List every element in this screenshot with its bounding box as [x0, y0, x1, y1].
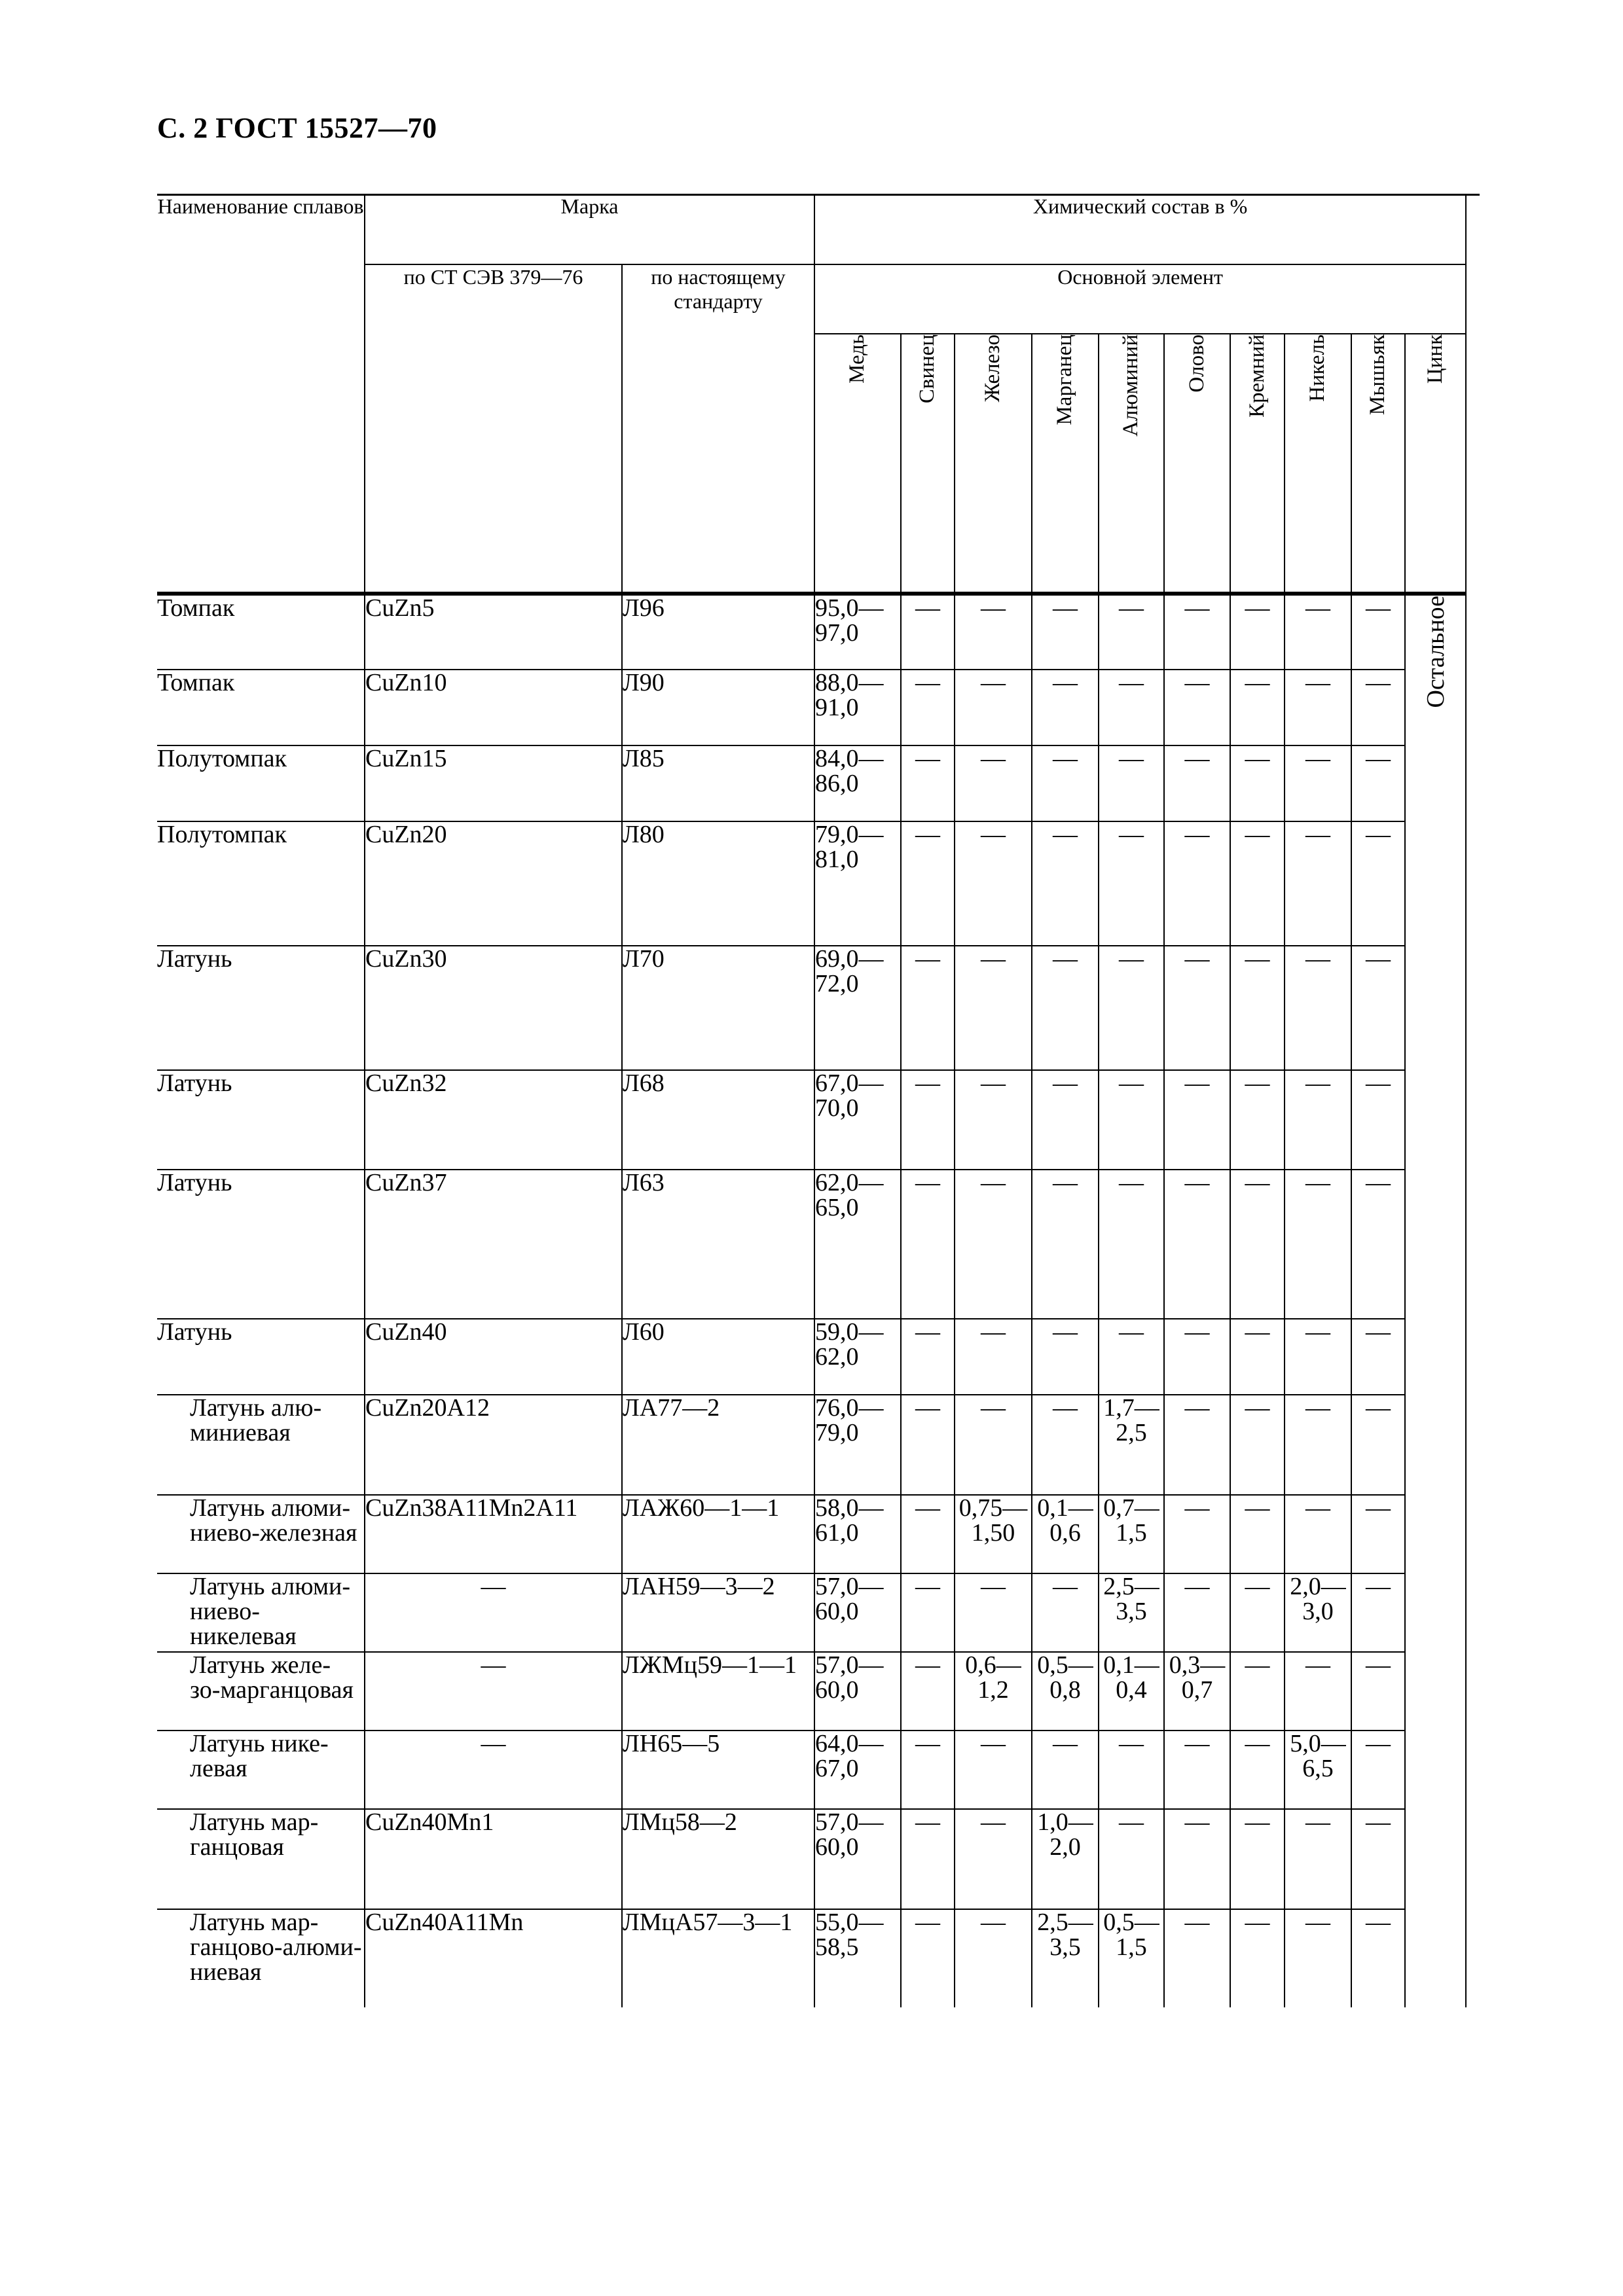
copper-value [814, 1909, 901, 2007]
copper-value-line: 62,0 [815, 1343, 859, 1371]
header-element-label: Железо [981, 334, 1005, 403]
table-body [157, 594, 1466, 2007]
alloy-name-line: Латунь нике- [190, 1730, 329, 1757]
element-value-al [1099, 1909, 1164, 2007]
alloy-name-line: миниевая [190, 1419, 291, 1446]
element-value-as: — [1351, 1170, 1405, 1319]
brand-sev: — [365, 1652, 622, 1731]
element-value-pb: — [901, 1070, 955, 1170]
element-value-mn: — [1032, 1573, 1099, 1652]
element-value-sn-line: 0,7 [1181, 1676, 1213, 1704]
element-value-si: — [1230, 745, 1285, 821]
page-header: С. 2 ГОСТ 15527—70 [157, 112, 437, 144]
brand-standard: Л63 [622, 1170, 814, 1319]
element-value-ni: — [1285, 1652, 1351, 1731]
element-value-ni-line: 3,0 [1302, 1598, 1334, 1625]
brand-standard: ЛА77—2 [622, 1395, 814, 1495]
element-value-si: — [1230, 1731, 1285, 1809]
element-value-fe-line: 0,6— [965, 1651, 1021, 1679]
element-value-sn: — [1164, 1319, 1230, 1395]
element-value-ni: — [1285, 1909, 1351, 2007]
header-element-label: Свинец [915, 334, 939, 404]
alloy-name-line: Латунь алюми- [190, 1494, 351, 1522]
element-value-fe: — [955, 821, 1032, 946]
copper-value-line: 67,0— [815, 1069, 884, 1097]
alloy-name: Томпак [157, 670, 365, 745]
element-value-ni [1285, 1731, 1351, 1809]
copper-value-line: 72,0 [815, 970, 859, 997]
copper-value-line: 57,0— [815, 1808, 884, 1836]
table-row [157, 1170, 1466, 1319]
copper-value [814, 745, 901, 821]
element-value-mn-line: 0,6 [1049, 1519, 1081, 1547]
element-value-al: — [1099, 946, 1164, 1070]
element-value-al: — [1099, 1731, 1164, 1809]
table-row [157, 1731, 1466, 1809]
copper-value-line: 79,0 [815, 1419, 859, 1446]
element-value-pb: — [901, 1395, 955, 1495]
brand-standard: Л96 [622, 594, 814, 670]
element-value-as: — [1351, 1731, 1405, 1809]
table-row [157, 1395, 1466, 1495]
header-element-copper [814, 334, 901, 594]
element-value-pb: — [901, 1909, 955, 2007]
element-value-fe: — [955, 1070, 1032, 1170]
element-value-as: — [1351, 1652, 1405, 1731]
header-element-label: Олово [1184, 334, 1209, 393]
element-value-mn [1032, 1652, 1099, 1731]
alloy-name-line: ниево-никелевая [190, 1598, 297, 1650]
alloy-name [157, 1495, 365, 1573]
table-row [157, 745, 1466, 821]
table-row [157, 1909, 1466, 2007]
copper-value-line: 70,0 [815, 1094, 859, 1122]
brand-standard: ЛМцА57—3—1 [622, 1909, 814, 2007]
element-value-al-line: 0,4 [1116, 1676, 1147, 1704]
element-value-mn-line: 2,0 [1049, 1833, 1081, 1861]
element-value-fe: — [955, 1573, 1032, 1652]
element-value-si: — [1230, 821, 1285, 946]
zinc-value [1405, 594, 1466, 2007]
element-value-ni: — [1285, 1070, 1351, 1170]
element-value-si: — [1230, 1319, 1285, 1395]
element-value-as: — [1351, 1909, 1405, 2007]
element-value-pb: — [901, 745, 955, 821]
element-value-mn [1032, 1909, 1099, 2007]
header-element-label: Кремний [1245, 334, 1269, 418]
element-value-pb: — [901, 1495, 955, 1573]
element-value-al [1099, 1495, 1164, 1573]
element-value-mn: — [1032, 670, 1099, 745]
element-value-al: — [1099, 1809, 1164, 1909]
element-value-sn: — [1164, 670, 1230, 745]
element-value-al: — [1099, 745, 1164, 821]
element-value-fe-line: 1,50 [971, 1519, 1015, 1547]
element-value-as: — [1351, 1395, 1405, 1495]
element-value-fe: — [955, 670, 1032, 745]
element-value-ni: — [1285, 946, 1351, 1070]
element-value-mn-line: 3,5 [1049, 1933, 1081, 1961]
element-value-al-line: 1,5 [1116, 1933, 1147, 1961]
element-value-si: — [1230, 1170, 1285, 1319]
header-element-iron [955, 334, 1032, 594]
table-row [157, 1652, 1466, 1731]
alloy-name-line: зо-марганцовая [190, 1676, 354, 1704]
header-element-label: Алюминий [1119, 334, 1143, 437]
alloy-name-line: Латунь мар- [190, 1808, 319, 1836]
table-row [157, 1070, 1466, 1170]
brand-sev: CuZn40A11Mn [365, 1909, 622, 2007]
copper-value-line: 65,0 [815, 1194, 859, 1221]
element-value-al [1099, 1652, 1164, 1731]
brand-sev: CuZn10 [365, 670, 622, 745]
alloy-name [157, 1809, 365, 1909]
element-value-sn: — [1164, 594, 1230, 670]
alloy-name: Латунь [157, 946, 365, 1070]
brand-sev: CuZn15 [365, 745, 622, 821]
element-value-fe: — [955, 1319, 1032, 1395]
element-value-ni: — [1285, 821, 1351, 946]
header-element-label: Цинк [1423, 334, 1447, 384]
brand-standard: Л70 [622, 946, 814, 1070]
element-value-as: — [1351, 1573, 1405, 1652]
element-value-al: — [1099, 594, 1164, 670]
element-value-mn: — [1032, 1319, 1099, 1395]
element-value-sn: — [1164, 1573, 1230, 1652]
alloy-name-line: левая [190, 1755, 247, 1782]
alloy-name [157, 1731, 365, 1809]
element-value-pb: — [901, 1731, 955, 1809]
element-value-sn: — [1164, 1909, 1230, 2007]
element-value-as: — [1351, 594, 1405, 670]
brand-sev: CuZn40 [365, 1319, 622, 1395]
element-value-sn: — [1164, 1495, 1230, 1573]
element-value-ni: — [1285, 1495, 1351, 1573]
header-element-label: Марганец [1053, 334, 1077, 425]
copper-value-line: 60,0 [815, 1598, 859, 1625]
element-value-si: — [1230, 1495, 1285, 1573]
brand-standard: Л85 [622, 745, 814, 821]
element-value-mn: — [1032, 594, 1099, 670]
element-value-mn: — [1032, 1170, 1099, 1319]
element-value-al: — [1099, 1170, 1164, 1319]
copper-value-line: 76,0— [815, 1394, 884, 1422]
element-value-pb: — [901, 594, 955, 670]
element-value-ni: — [1285, 670, 1351, 745]
alloy-name-line: ганцово-алюми- [190, 1933, 362, 1961]
element-value-ni: — [1285, 1319, 1351, 1395]
brand-standard: Л90 [622, 670, 814, 745]
copper-value [814, 946, 901, 1070]
copper-value [814, 1809, 901, 1909]
header-main-element: Основной элемент [814, 264, 1466, 334]
element-value-al: — [1099, 1070, 1164, 1170]
copper-value-line: 58,0— [815, 1494, 884, 1522]
element-value-pb: — [901, 1573, 955, 1652]
copper-value-line: 57,0— [815, 1651, 884, 1679]
element-value-pb: — [901, 1809, 955, 1909]
element-value-al-line: 0,1— [1103, 1651, 1159, 1679]
element-value-si: — [1230, 1809, 1285, 1909]
alloy-name [157, 1395, 365, 1495]
element-value-as: — [1351, 1809, 1405, 1909]
element-value-pb: — [901, 670, 955, 745]
copper-value-line: 81,0 [815, 846, 859, 873]
copper-value [814, 1070, 901, 1170]
element-value-si: — [1230, 670, 1285, 745]
header-element-lead [901, 334, 955, 594]
alloy-name [157, 1573, 365, 1652]
header-element-label: Никель [1305, 334, 1330, 402]
element-value-fe: — [955, 946, 1032, 1070]
header-brand-standard: по настоящему стандарту [622, 264, 814, 594]
element-value-ni-line: 2,0— [1290, 1573, 1346, 1600]
brand-standard: ЛАН59—3—2 [622, 1573, 814, 1652]
brand-sev: CuZn40Mn1 [365, 1809, 622, 1909]
element-value-al-line: 2,5— [1103, 1573, 1159, 1600]
copper-value-line: 95,0— [815, 594, 884, 622]
brand-sev: CuZn20 [365, 821, 622, 946]
brand-standard: ЛЖМц59—1—1 [622, 1652, 814, 1731]
element-value-mn-line: 0,1— [1037, 1494, 1093, 1522]
element-value-fe: — [955, 1395, 1032, 1495]
brand-sev: CuZn37 [365, 1170, 622, 1319]
header-element-zinc [1405, 334, 1466, 594]
element-value-al: — [1099, 1319, 1164, 1395]
brand-sev: — [365, 1573, 622, 1652]
table-row [157, 594, 1466, 670]
brand-standard: Л80 [622, 821, 814, 946]
element-value-al-line: 2,5 [1116, 1419, 1147, 1446]
table-row [157, 1809, 1466, 1909]
element-value-sn: — [1164, 1731, 1230, 1809]
element-value-si: — [1230, 1395, 1285, 1495]
element-value-as: — [1351, 1070, 1405, 1170]
brand-sev: CuZn32 [365, 1070, 622, 1170]
element-value-sn: — [1164, 1395, 1230, 1495]
brand-standard: ЛМц58—2 [622, 1809, 814, 1909]
element-value-sn-line: 0,3— [1169, 1651, 1226, 1679]
header-element-nickel [1285, 334, 1351, 594]
copper-value-line: 88,0— [815, 669, 884, 696]
element-value-fe-line: 1,2 [977, 1676, 1009, 1704]
element-value-si: — [1230, 1573, 1285, 1652]
alloy-name: Полутомпак [157, 745, 365, 821]
brand-sev: CuZn30 [365, 946, 622, 1070]
element-value-mn: — [1032, 1731, 1099, 1809]
element-value-mn: — [1032, 946, 1099, 1070]
brand-standard: Л68 [622, 1070, 814, 1170]
element-value-fe [955, 1652, 1032, 1731]
alloy-name-line: ниево-железная [190, 1519, 357, 1547]
copper-value-line: 60,0 [815, 1833, 859, 1861]
copper-value [814, 1652, 901, 1731]
element-value-al [1099, 1573, 1164, 1652]
element-value-sn: — [1164, 946, 1230, 1070]
copper-value-line: 59,0— [815, 1318, 884, 1346]
copper-value-line: 86,0 [815, 770, 859, 797]
alloy-name: Латунь [157, 1170, 365, 1319]
copper-value-line: 58,5 [815, 1933, 859, 1961]
table-row [157, 1495, 1466, 1573]
brand-standard: ЛН65—5 [622, 1731, 814, 1809]
copper-value-line: 61,0 [815, 1519, 859, 1547]
element-value-ni: — [1285, 594, 1351, 670]
element-value-pb: — [901, 1652, 955, 1731]
element-value-sn: — [1164, 745, 1230, 821]
table-row [157, 1319, 1466, 1395]
table-row [157, 946, 1466, 1070]
element-value-al-line: 0,5— [1103, 1909, 1159, 1936]
brand-sev: CuZn38A11Mn2A11 [365, 1495, 622, 1573]
header-element-tin [1164, 334, 1230, 594]
element-value-al-line: 3,5 [1116, 1598, 1147, 1625]
element-value-fe: — [955, 1809, 1032, 1909]
alloy-name-line: Латунь алю- [190, 1394, 322, 1422]
element-value-ni: — [1285, 1809, 1351, 1909]
alloy-name: Томпак [157, 594, 365, 670]
header-element-arsenic [1351, 334, 1405, 594]
element-value-pb: — [901, 1170, 955, 1319]
header-element-aluminium [1099, 334, 1164, 594]
element-value-fe: — [955, 1731, 1032, 1809]
alloy-name: Полутомпак [157, 821, 365, 946]
header-chemical-composition: Химический состав в % [814, 194, 1466, 264]
copper-value [814, 1319, 901, 1395]
element-value-sn: — [1164, 1070, 1230, 1170]
copper-value [814, 670, 901, 745]
copper-value [814, 594, 901, 670]
alloy-name-line: ниевая [190, 1958, 262, 1986]
element-value-al [1099, 1395, 1164, 1495]
header-element-manganese [1032, 334, 1099, 594]
composition-table [157, 194, 1467, 2007]
element-value-al: — [1099, 670, 1164, 745]
element-value-mn-line: 1,0— [1037, 1808, 1093, 1836]
zinc-remainder-label: Остальное [1421, 596, 1450, 708]
alloy-name [157, 1909, 365, 2007]
copper-value [814, 1731, 901, 1809]
element-value-ni [1285, 1573, 1351, 1652]
copper-value [814, 821, 901, 946]
copper-value-line: 55,0— [815, 1909, 884, 1936]
table-row [157, 670, 1466, 745]
element-value-ni-line: 5,0— [1290, 1730, 1346, 1757]
element-value-as: — [1351, 1319, 1405, 1395]
alloy-name: Латунь [157, 1319, 365, 1395]
element-value-mn [1032, 1809, 1099, 1909]
element-value-mn: — [1032, 821, 1099, 946]
copper-value [814, 1573, 901, 1652]
element-value-pb: — [901, 821, 955, 946]
element-value-al-line: 1,5 [1116, 1519, 1147, 1547]
element-value-as: — [1351, 670, 1405, 745]
alloy-name-line: Латунь алюми- [190, 1573, 351, 1600]
element-value-as: — [1351, 821, 1405, 946]
element-value-fe: — [955, 1909, 1032, 2007]
element-value-as: — [1351, 946, 1405, 1070]
element-value-al-line: 1,7— [1103, 1394, 1159, 1422]
element-value-fe: — [955, 594, 1032, 670]
element-value-sn: — [1164, 821, 1230, 946]
brand-standard: ЛАЖ60—1—1 [622, 1495, 814, 1573]
element-value-sn: — [1164, 1809, 1230, 1909]
header-element-label: Медь [845, 334, 869, 384]
element-value-as: — [1351, 1495, 1405, 1573]
header-brand: Марка [365, 194, 814, 264]
element-value-al-line: 0,7— [1103, 1494, 1159, 1522]
element-value-mn-line: 0,5— [1037, 1651, 1093, 1679]
element-value-sn [1164, 1652, 1230, 1731]
brand-sev: CuZn5 [365, 594, 622, 670]
copper-value-line: 57,0— [815, 1573, 884, 1600]
element-value-as: — [1351, 745, 1405, 821]
brand-standard: Л60 [622, 1319, 814, 1395]
copper-value-line: 84,0— [815, 745, 884, 772]
element-value-mn: — [1032, 1070, 1099, 1170]
element-value-pb: — [901, 946, 955, 1070]
element-value-mn: — [1032, 1395, 1099, 1495]
copper-value [814, 1395, 901, 1495]
alloy-name [157, 1652, 365, 1731]
header-element-label: Мышьяк [1366, 334, 1390, 416]
copper-value-line: 69,0— [815, 945, 884, 973]
alloy-name-line: Латунь мар- [190, 1909, 319, 1936]
copper-value [814, 1170, 901, 1319]
copper-value-line: 67,0 [815, 1755, 859, 1782]
copper-value-line: 60,0 [815, 1676, 859, 1704]
brand-sev: CuZn20A12 [365, 1395, 622, 1495]
table-row [157, 1573, 1466, 1652]
copper-value-line: 97,0 [815, 619, 859, 647]
alloy-name-line: Латунь желе- [190, 1651, 331, 1679]
table-row [157, 821, 1466, 946]
header-brand-sev: по СТ СЭВ 379—76 [365, 264, 622, 594]
element-value-mn-line: 2,5— [1037, 1909, 1093, 1936]
element-value-si: — [1230, 1070, 1285, 1170]
copper-value-line: 79,0— [815, 821, 884, 848]
alloy-name: Латунь [157, 1070, 365, 1170]
brand-sev: — [365, 1731, 622, 1809]
copper-value-line: 62,0— [815, 1169, 884, 1196]
element-value-fe: — [955, 745, 1032, 821]
element-value-fe [955, 1495, 1032, 1573]
alloy-name-line: ганцовая [190, 1833, 284, 1861]
element-value-ni: — [1285, 1395, 1351, 1495]
element-value-mn [1032, 1495, 1099, 1573]
element-value-ni-line: 6,5 [1302, 1755, 1334, 1782]
element-value-si: — [1230, 594, 1285, 670]
element-value-mn: — [1032, 745, 1099, 821]
element-value-sn: — [1164, 1170, 1230, 1319]
copper-value-line: 64,0— [815, 1730, 884, 1757]
element-value-fe: — [955, 1170, 1032, 1319]
element-value-pb: — [901, 1319, 955, 1395]
element-value-si: — [1230, 1909, 1285, 2007]
element-value-mn-line: 0,8 [1049, 1676, 1081, 1704]
element-value-si: — [1230, 1652, 1285, 1731]
copper-value-line: 91,0 [815, 694, 859, 721]
header-element-silicon [1230, 334, 1285, 594]
element-value-ni: — [1285, 1170, 1351, 1319]
element-value-ni: — [1285, 745, 1351, 821]
element-value-al: — [1099, 821, 1164, 946]
header-alloy-name: Наименование сплавов [157, 194, 365, 594]
element-value-si: — [1230, 946, 1285, 1070]
copper-value [814, 1495, 901, 1573]
element-value-fe-line: 0,75— [958, 1494, 1028, 1522]
